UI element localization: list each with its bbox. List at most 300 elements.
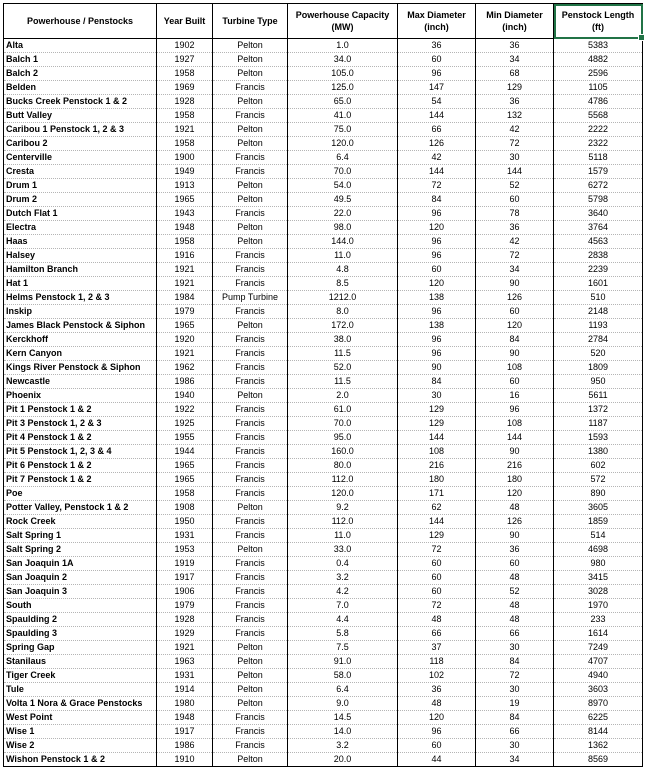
year-built-cell[interactable]: 1979 xyxy=(157,599,213,613)
max-diameter-cell[interactable]: 144 xyxy=(398,515,476,529)
min-diameter-cell[interactable]: 36 xyxy=(476,221,554,235)
header-turbine-type[interactable]: Turbine Type xyxy=(213,4,288,39)
capacity-cell[interactable]: 120.0 xyxy=(288,487,398,501)
powerhouse-cell[interactable]: Haas xyxy=(4,235,157,249)
year-built-cell[interactable]: 1986 xyxy=(157,739,213,753)
year-built-cell[interactable]: 1931 xyxy=(157,669,213,683)
turbine-type-cell[interactable]: Francis xyxy=(213,627,288,641)
max-diameter-cell[interactable]: 96 xyxy=(398,305,476,319)
year-built-cell[interactable]: 1917 xyxy=(157,725,213,739)
powerhouse-cell[interactable]: Rock Creek xyxy=(4,515,157,529)
min-diameter-cell[interactable]: 108 xyxy=(476,361,554,375)
penstock-length-cell[interactable]: 3640 xyxy=(554,207,643,221)
capacity-cell[interactable]: 125.0 xyxy=(288,81,398,95)
turbine-type-cell[interactable]: Pelton xyxy=(213,235,288,249)
max-diameter-cell[interactable]: 96 xyxy=(398,725,476,739)
min-diameter-cell[interactable]: 216 xyxy=(476,459,554,473)
turbine-type-cell[interactable]: Pelton xyxy=(213,221,288,235)
penstock-length-cell[interactable]: 4707 xyxy=(554,655,643,669)
min-diameter-cell[interactable]: 36 xyxy=(476,95,554,109)
capacity-cell[interactable]: 160.0 xyxy=(288,445,398,459)
year-built-cell[interactable]: 1921 xyxy=(157,263,213,277)
max-diameter-cell[interactable]: 147 xyxy=(398,81,476,95)
year-built-cell[interactable]: 1919 xyxy=(157,557,213,571)
capacity-cell[interactable]: 11.5 xyxy=(288,375,398,389)
penstock-length-cell[interactable]: 3415 xyxy=(554,571,643,585)
year-built-cell[interactable]: 1916 xyxy=(157,249,213,263)
max-diameter-cell[interactable]: 60 xyxy=(398,571,476,585)
max-diameter-cell[interactable]: 54 xyxy=(398,95,476,109)
penstock-length-cell[interactable]: 3605 xyxy=(554,501,643,515)
capacity-cell[interactable]: 9.0 xyxy=(288,697,398,711)
min-diameter-cell[interactable]: 30 xyxy=(476,151,554,165)
capacity-cell[interactable]: 6.4 xyxy=(288,683,398,697)
max-diameter-cell[interactable]: 102 xyxy=(398,669,476,683)
year-built-cell[interactable]: 1928 xyxy=(157,95,213,109)
max-diameter-cell[interactable]: 216 xyxy=(398,459,476,473)
min-diameter-cell[interactable]: 16 xyxy=(476,389,554,403)
year-built-cell[interactable]: 1925 xyxy=(157,417,213,431)
capacity-cell[interactable]: 11.0 xyxy=(288,249,398,263)
max-diameter-cell[interactable]: 60 xyxy=(398,263,476,277)
penstock-length-cell[interactable]: 950 xyxy=(554,375,643,389)
max-diameter-cell[interactable]: 120 xyxy=(398,711,476,725)
year-built-cell[interactable]: 1920 xyxy=(157,333,213,347)
powerhouse-cell[interactable]: Tule xyxy=(4,683,157,697)
min-diameter-cell[interactable]: 78 xyxy=(476,207,554,221)
capacity-cell[interactable]: 54.0 xyxy=(288,179,398,193)
header-min-diameter[interactable]: Min Diameter (inch) xyxy=(476,4,554,39)
min-diameter-cell[interactable]: 126 xyxy=(476,515,554,529)
powerhouse-cell[interactable]: San Joaquin 2 xyxy=(4,571,157,585)
turbine-type-cell[interactable]: Francis xyxy=(213,403,288,417)
turbine-type-cell[interactable]: Francis xyxy=(213,445,288,459)
year-built-cell[interactable]: 1931 xyxy=(157,529,213,543)
penstock-length-cell[interactable]: 2222 xyxy=(554,123,643,137)
min-diameter-cell[interactable]: 48 xyxy=(476,599,554,613)
penstock-length-cell[interactable]: 520 xyxy=(554,347,643,361)
powerhouse-cell[interactable]: Drum 1 xyxy=(4,179,157,193)
max-diameter-cell[interactable]: 60 xyxy=(398,557,476,571)
penstock-length-cell[interactable]: 510 xyxy=(554,291,643,305)
min-diameter-cell[interactable]: 72 xyxy=(476,137,554,151)
turbine-type-cell[interactable]: Pelton xyxy=(213,319,288,333)
year-built-cell[interactable]: 1943 xyxy=(157,207,213,221)
capacity-cell[interactable]: 3.2 xyxy=(288,739,398,753)
min-diameter-cell[interactable]: 180 xyxy=(476,473,554,487)
powerhouse-cell[interactable]: Centerville xyxy=(4,151,157,165)
capacity-cell[interactable]: 5.8 xyxy=(288,627,398,641)
turbine-type-cell[interactable]: Francis xyxy=(213,711,288,725)
year-built-cell[interactable]: 1949 xyxy=(157,165,213,179)
penstock-length-cell[interactable]: 5118 xyxy=(554,151,643,165)
capacity-cell[interactable]: 4.4 xyxy=(288,613,398,627)
min-diameter-cell[interactable]: 90 xyxy=(476,277,554,291)
max-diameter-cell[interactable]: 90 xyxy=(398,361,476,375)
min-diameter-cell[interactable]: 84 xyxy=(476,711,554,725)
turbine-type-cell[interactable]: Francis xyxy=(213,165,288,179)
penstock-length-cell[interactable]: 572 xyxy=(554,473,643,487)
powerhouse-cell[interactable]: Balch 2 xyxy=(4,67,157,81)
capacity-cell[interactable]: 91.0 xyxy=(288,655,398,669)
penstock-length-cell[interactable]: 4698 xyxy=(554,543,643,557)
powerhouse-cell[interactable]: Spring Gap xyxy=(4,641,157,655)
year-built-cell[interactable]: 1980 xyxy=(157,697,213,711)
min-diameter-cell[interactable]: 52 xyxy=(476,585,554,599)
powerhouse-cell[interactable]: James Black Penstock & Siphon xyxy=(4,319,157,333)
min-diameter-cell[interactable]: 120 xyxy=(476,319,554,333)
powerhouse-cell[interactable]: Pit 3 Penstock 1, 2 & 3 xyxy=(4,417,157,431)
max-diameter-cell[interactable]: 36 xyxy=(398,39,476,53)
year-built-cell[interactable]: 1955 xyxy=(157,431,213,445)
fill-handle[interactable] xyxy=(638,34,645,41)
capacity-cell[interactable]: 34.0 xyxy=(288,53,398,67)
turbine-type-cell[interactable]: Francis xyxy=(213,151,288,165)
capacity-cell[interactable]: 112.0 xyxy=(288,515,398,529)
min-diameter-cell[interactable]: 132 xyxy=(476,109,554,123)
year-built-cell[interactable]: 1969 xyxy=(157,81,213,95)
min-diameter-cell[interactable]: 66 xyxy=(476,627,554,641)
turbine-type-cell[interactable]: Pelton xyxy=(213,95,288,109)
powerhouse-cell[interactable]: South xyxy=(4,599,157,613)
penstock-length-cell[interactable]: 8144 xyxy=(554,725,643,739)
capacity-cell[interactable]: 11.0 xyxy=(288,529,398,543)
capacity-cell[interactable]: 105.0 xyxy=(288,67,398,81)
turbine-type-cell[interactable]: Pelton xyxy=(213,389,288,403)
year-built-cell[interactable]: 1965 xyxy=(157,459,213,473)
max-diameter-cell[interactable]: 96 xyxy=(398,333,476,347)
penstock-length-cell[interactable]: 1970 xyxy=(554,599,643,613)
turbine-type-cell[interactable]: Francis xyxy=(213,557,288,571)
min-diameter-cell[interactable]: 30 xyxy=(476,683,554,697)
penstock-length-cell[interactable]: 5798 xyxy=(554,193,643,207)
powerhouse-cell[interactable]: Hat 1 xyxy=(4,277,157,291)
year-built-cell[interactable]: 1958 xyxy=(157,487,213,501)
penstock-length-cell[interactable]: 602 xyxy=(554,459,643,473)
capacity-cell[interactable]: 65.0 xyxy=(288,95,398,109)
powerhouse-cell[interactable]: Caribou 2 xyxy=(4,137,157,151)
turbine-type-cell[interactable]: Pelton xyxy=(213,641,288,655)
turbine-type-cell[interactable]: Pelton xyxy=(213,697,288,711)
turbine-type-cell[interactable]: Francis xyxy=(213,305,288,319)
year-built-cell[interactable]: 1965 xyxy=(157,193,213,207)
year-built-cell[interactable]: 1921 xyxy=(157,277,213,291)
min-diameter-cell[interactable]: 60 xyxy=(476,193,554,207)
min-diameter-cell[interactable]: 84 xyxy=(476,655,554,669)
max-diameter-cell[interactable]: 48 xyxy=(398,697,476,711)
year-built-cell[interactable]: 1958 xyxy=(157,109,213,123)
header-max-diameter[interactable]: Max Diameter (inch) xyxy=(398,4,476,39)
min-diameter-cell[interactable]: 36 xyxy=(476,39,554,53)
max-diameter-cell[interactable]: 72 xyxy=(398,599,476,613)
max-diameter-cell[interactable]: 60 xyxy=(398,585,476,599)
powerhouse-cell[interactable]: Poe xyxy=(4,487,157,501)
max-diameter-cell[interactable]: 129 xyxy=(398,529,476,543)
year-built-cell[interactable]: 1913 xyxy=(157,179,213,193)
max-diameter-cell[interactable]: 118 xyxy=(398,655,476,669)
powerhouse-cell[interactable]: Hamilton Branch xyxy=(4,263,157,277)
min-diameter-cell[interactable]: 90 xyxy=(476,347,554,361)
turbine-type-cell[interactable]: Francis xyxy=(213,739,288,753)
powerhouse-cell[interactable]: Salt Spring 1 xyxy=(4,529,157,543)
penstock-length-cell[interactable]: 1601 xyxy=(554,277,643,291)
year-built-cell[interactable]: 1906 xyxy=(157,585,213,599)
capacity-cell[interactable]: 33.0 xyxy=(288,543,398,557)
min-diameter-cell[interactable]: 30 xyxy=(476,641,554,655)
powerhouse-cell[interactable]: Wishon Penstock 1 & 2 xyxy=(4,753,157,767)
capacity-cell[interactable]: 20.0 xyxy=(288,753,398,767)
penstock-length-cell[interactable]: 3764 xyxy=(554,221,643,235)
year-built-cell[interactable]: 1921 xyxy=(157,347,213,361)
turbine-type-cell[interactable]: Pelton xyxy=(213,501,288,515)
max-diameter-cell[interactable]: 42 xyxy=(398,151,476,165)
powerhouse-cell[interactable]: Drum 2 xyxy=(4,193,157,207)
capacity-cell[interactable]: 4.2 xyxy=(288,585,398,599)
penstock-length-cell[interactable]: 1809 xyxy=(554,361,643,375)
capacity-cell[interactable]: 52.0 xyxy=(288,361,398,375)
turbine-type-cell[interactable]: Francis xyxy=(213,571,288,585)
powerhouse-cell[interactable]: Pit 1 Penstock 1 & 2 xyxy=(4,403,157,417)
year-built-cell[interactable]: 1902 xyxy=(157,39,213,53)
year-built-cell[interactable]: 1962 xyxy=(157,361,213,375)
penstock-length-cell[interactable]: 2239 xyxy=(554,263,643,277)
powerhouse-cell[interactable]: Alta xyxy=(4,39,157,53)
max-diameter-cell[interactable]: 84 xyxy=(398,375,476,389)
penstock-length-cell[interactable]: 7249 xyxy=(554,641,643,655)
penstock-length-cell[interactable]: 2148 xyxy=(554,305,643,319)
powerhouse-cell[interactable]: Stanilaus xyxy=(4,655,157,669)
penstock-length-cell[interactable]: 980 xyxy=(554,557,643,571)
powerhouse-cell[interactable]: Wise 2 xyxy=(4,739,157,753)
min-diameter-cell[interactable]: 42 xyxy=(476,235,554,249)
max-diameter-cell[interactable]: 37 xyxy=(398,641,476,655)
min-diameter-cell[interactable]: 90 xyxy=(476,445,554,459)
turbine-type-cell[interactable]: Pelton xyxy=(213,669,288,683)
year-built-cell[interactable]: 1928 xyxy=(157,613,213,627)
max-diameter-cell[interactable]: 66 xyxy=(398,123,476,137)
powerhouse-cell[interactable]: Pit 7 Penstock 1 & 2 xyxy=(4,473,157,487)
year-built-cell[interactable]: 1958 xyxy=(157,67,213,81)
min-diameter-cell[interactable]: 144 xyxy=(476,165,554,179)
penstock-length-cell[interactable]: 4563 xyxy=(554,235,643,249)
min-diameter-cell[interactable]: 30 xyxy=(476,739,554,753)
turbine-type-cell[interactable]: Pelton xyxy=(213,655,288,669)
powerhouse-cell[interactable]: Halsey xyxy=(4,249,157,263)
penstock-length-cell[interactable]: 6272 xyxy=(554,179,643,193)
penstock-length-cell[interactable]: 1187 xyxy=(554,417,643,431)
turbine-type-cell[interactable]: Francis xyxy=(213,347,288,361)
powerhouse-cell[interactable]: Wise 1 xyxy=(4,725,157,739)
max-diameter-cell[interactable]: 144 xyxy=(398,431,476,445)
max-diameter-cell[interactable]: 96 xyxy=(398,67,476,81)
year-built-cell[interactable]: 1921 xyxy=(157,123,213,137)
year-built-cell[interactable]: 1914 xyxy=(157,683,213,697)
capacity-cell[interactable]: 95.0 xyxy=(288,431,398,445)
capacity-cell[interactable]: 1212.0 xyxy=(288,291,398,305)
powerhouse-cell[interactable]: Kern Canyon xyxy=(4,347,157,361)
penstock-length-cell[interactable]: 2322 xyxy=(554,137,643,151)
year-built-cell[interactable]: 1948 xyxy=(157,711,213,725)
penstock-length-cell[interactable]: 1614 xyxy=(554,627,643,641)
capacity-cell[interactable]: 8.5 xyxy=(288,277,398,291)
penstock-length-cell[interactable]: 1859 xyxy=(554,515,643,529)
penstock-length-cell[interactable]: 4882 xyxy=(554,53,643,67)
max-diameter-cell[interactable]: 120 xyxy=(398,221,476,235)
turbine-type-cell[interactable]: Francis xyxy=(213,585,288,599)
turbine-type-cell[interactable]: Francis xyxy=(213,473,288,487)
penstock-length-cell[interactable]: 2784 xyxy=(554,333,643,347)
max-diameter-cell[interactable]: 84 xyxy=(398,193,476,207)
penstock-length-cell[interactable]: 890 xyxy=(554,487,643,501)
powerhouse-cell[interactable]: Bucks Creek Penstock 1 & 2 xyxy=(4,95,157,109)
max-diameter-cell[interactable]: 138 xyxy=(398,291,476,305)
turbine-type-cell[interactable]: Pelton xyxy=(213,753,288,767)
penstock-length-cell[interactable]: 233 xyxy=(554,613,643,627)
min-diameter-cell[interactable]: 34 xyxy=(476,53,554,67)
turbine-type-cell[interactable]: Francis xyxy=(213,333,288,347)
powerhouse-cell[interactable]: Butt Valley xyxy=(4,109,157,123)
year-built-cell[interactable]: 1940 xyxy=(157,389,213,403)
powerhouse-cell[interactable]: Belden xyxy=(4,81,157,95)
penstock-length-cell[interactable]: 1372 xyxy=(554,403,643,417)
turbine-type-cell[interactable]: Francis xyxy=(213,417,288,431)
turbine-type-cell[interactable]: Francis xyxy=(213,515,288,529)
capacity-cell[interactable]: 0.4 xyxy=(288,557,398,571)
header-year-built[interactable]: Year Built xyxy=(157,4,213,39)
year-built-cell[interactable]: 1958 xyxy=(157,235,213,249)
year-built-cell[interactable]: 1965 xyxy=(157,473,213,487)
max-diameter-cell[interactable]: 62 xyxy=(398,501,476,515)
capacity-cell[interactable]: 120.0 xyxy=(288,137,398,151)
max-diameter-cell[interactable]: 144 xyxy=(398,109,476,123)
penstock-length-cell[interactable]: 1380 xyxy=(554,445,643,459)
capacity-cell[interactable]: 49.5 xyxy=(288,193,398,207)
powerhouse-cell[interactable]: Pit 6 Penstock 1 & 2 xyxy=(4,459,157,473)
powerhouse-cell[interactable]: Salt Spring 2 xyxy=(4,543,157,557)
penstock-length-cell[interactable]: 3603 xyxy=(554,683,643,697)
turbine-type-cell[interactable]: Francis xyxy=(213,81,288,95)
max-diameter-cell[interactable]: 48 xyxy=(398,613,476,627)
powerhouse-cell[interactable]: Electra xyxy=(4,221,157,235)
capacity-cell[interactable]: 75.0 xyxy=(288,123,398,137)
max-diameter-cell[interactable]: 44 xyxy=(398,753,476,767)
capacity-cell[interactable]: 61.0 xyxy=(288,403,398,417)
year-built-cell[interactable]: 1953 xyxy=(157,543,213,557)
max-diameter-cell[interactable]: 60 xyxy=(398,739,476,753)
min-diameter-cell[interactable]: 36 xyxy=(476,543,554,557)
turbine-type-cell[interactable]: Francis xyxy=(213,431,288,445)
powerhouse-cell[interactable]: Helms Penstock 1, 2 & 3 xyxy=(4,291,157,305)
min-diameter-cell[interactable]: 48 xyxy=(476,613,554,627)
capacity-cell[interactable]: 80.0 xyxy=(288,459,398,473)
capacity-cell[interactable]: 22.0 xyxy=(288,207,398,221)
capacity-cell[interactable]: 2.0 xyxy=(288,389,398,403)
powerhouse-cell[interactable]: Phoenix xyxy=(4,389,157,403)
min-diameter-cell[interactable]: 19 xyxy=(476,697,554,711)
max-diameter-cell[interactable]: 180 xyxy=(398,473,476,487)
max-diameter-cell[interactable]: 138 xyxy=(398,319,476,333)
year-built-cell[interactable]: 1917 xyxy=(157,571,213,585)
year-built-cell[interactable]: 1927 xyxy=(157,53,213,67)
penstock-length-cell[interactable]: 5383 xyxy=(554,39,643,53)
turbine-type-cell[interactable]: Francis xyxy=(213,487,288,501)
turbine-type-cell[interactable]: Francis xyxy=(213,263,288,277)
capacity-cell[interactable]: 8.0 xyxy=(288,305,398,319)
max-diameter-cell[interactable]: 120 xyxy=(398,277,476,291)
capacity-cell[interactable]: 4.8 xyxy=(288,263,398,277)
powerhouse-cell[interactable]: Spaulding 3 xyxy=(4,627,157,641)
min-diameter-cell[interactable]: 60 xyxy=(476,305,554,319)
capacity-cell[interactable]: 41.0 xyxy=(288,109,398,123)
min-diameter-cell[interactable]: 129 xyxy=(476,81,554,95)
max-diameter-cell[interactable]: 129 xyxy=(398,403,476,417)
min-diameter-cell[interactable]: 96 xyxy=(476,403,554,417)
penstock-length-cell[interactable]: 1579 xyxy=(554,165,643,179)
turbine-type-cell[interactable]: Francis xyxy=(213,249,288,263)
min-diameter-cell[interactable]: 48 xyxy=(476,501,554,515)
max-diameter-cell[interactable]: 144 xyxy=(398,165,476,179)
turbine-type-cell[interactable]: Pelton xyxy=(213,193,288,207)
capacity-cell[interactable]: 70.0 xyxy=(288,417,398,431)
turbine-type-cell[interactable]: Francis xyxy=(213,361,288,375)
capacity-cell[interactable]: 144.0 xyxy=(288,235,398,249)
min-diameter-cell[interactable]: 52 xyxy=(476,179,554,193)
turbine-type-cell[interactable]: Pelton xyxy=(213,67,288,81)
turbine-type-cell[interactable]: Francis xyxy=(213,613,288,627)
powerhouse-cell[interactable]: Spaulding 2 xyxy=(4,613,157,627)
year-built-cell[interactable]: 1958 xyxy=(157,137,213,151)
min-diameter-cell[interactable]: 60 xyxy=(476,557,554,571)
capacity-cell[interactable]: 14.5 xyxy=(288,711,398,725)
min-diameter-cell[interactable]: 108 xyxy=(476,417,554,431)
penstock-length-cell[interactable]: 1362 xyxy=(554,739,643,753)
max-diameter-cell[interactable]: 66 xyxy=(398,627,476,641)
turbine-type-cell[interactable]: Pelton xyxy=(213,543,288,557)
max-diameter-cell[interactable]: 60 xyxy=(398,53,476,67)
header-penstock-length[interactable] xyxy=(554,4,643,39)
capacity-cell[interactable]: 98.0 xyxy=(288,221,398,235)
turbine-type-cell[interactable]: Francis xyxy=(213,277,288,291)
year-built-cell[interactable]: 1950 xyxy=(157,515,213,529)
capacity-cell[interactable]: 38.0 xyxy=(288,333,398,347)
capacity-cell[interactable]: 112.0 xyxy=(288,473,398,487)
turbine-type-cell[interactable]: Francis xyxy=(213,599,288,613)
penstock-length-cell[interactable]: 4786 xyxy=(554,95,643,109)
year-built-cell[interactable]: 1979 xyxy=(157,305,213,319)
penstock-length-cell[interactable]: 5611 xyxy=(554,389,643,403)
min-diameter-cell[interactable]: 126 xyxy=(476,291,554,305)
powerhouse-cell[interactable]: Tiger Creek xyxy=(4,669,157,683)
max-diameter-cell[interactable]: 171 xyxy=(398,487,476,501)
year-built-cell[interactable]: 1908 xyxy=(157,501,213,515)
max-diameter-cell[interactable]: 72 xyxy=(398,543,476,557)
year-built-cell[interactable]: 1922 xyxy=(157,403,213,417)
penstock-length-cell[interactable]: 514 xyxy=(554,529,643,543)
turbine-type-cell[interactable]: Pelton xyxy=(213,683,288,697)
capacity-cell[interactable]: 3.2 xyxy=(288,571,398,585)
max-diameter-cell[interactable]: 129 xyxy=(398,417,476,431)
min-diameter-cell[interactable]: 48 xyxy=(476,571,554,585)
powerhouse-cell[interactable]: Balch 1 xyxy=(4,53,157,67)
turbine-type-cell[interactable]: Francis xyxy=(213,529,288,543)
year-built-cell[interactable]: 1986 xyxy=(157,375,213,389)
max-diameter-cell[interactable]: 72 xyxy=(398,179,476,193)
min-diameter-cell[interactable]: 68 xyxy=(476,67,554,81)
turbine-type-cell[interactable]: Pelton xyxy=(213,53,288,67)
turbine-type-cell[interactable]: Pelton xyxy=(213,137,288,151)
min-diameter-cell[interactable]: 66 xyxy=(476,725,554,739)
penstock-length-cell[interactable]: 3028 xyxy=(554,585,643,599)
